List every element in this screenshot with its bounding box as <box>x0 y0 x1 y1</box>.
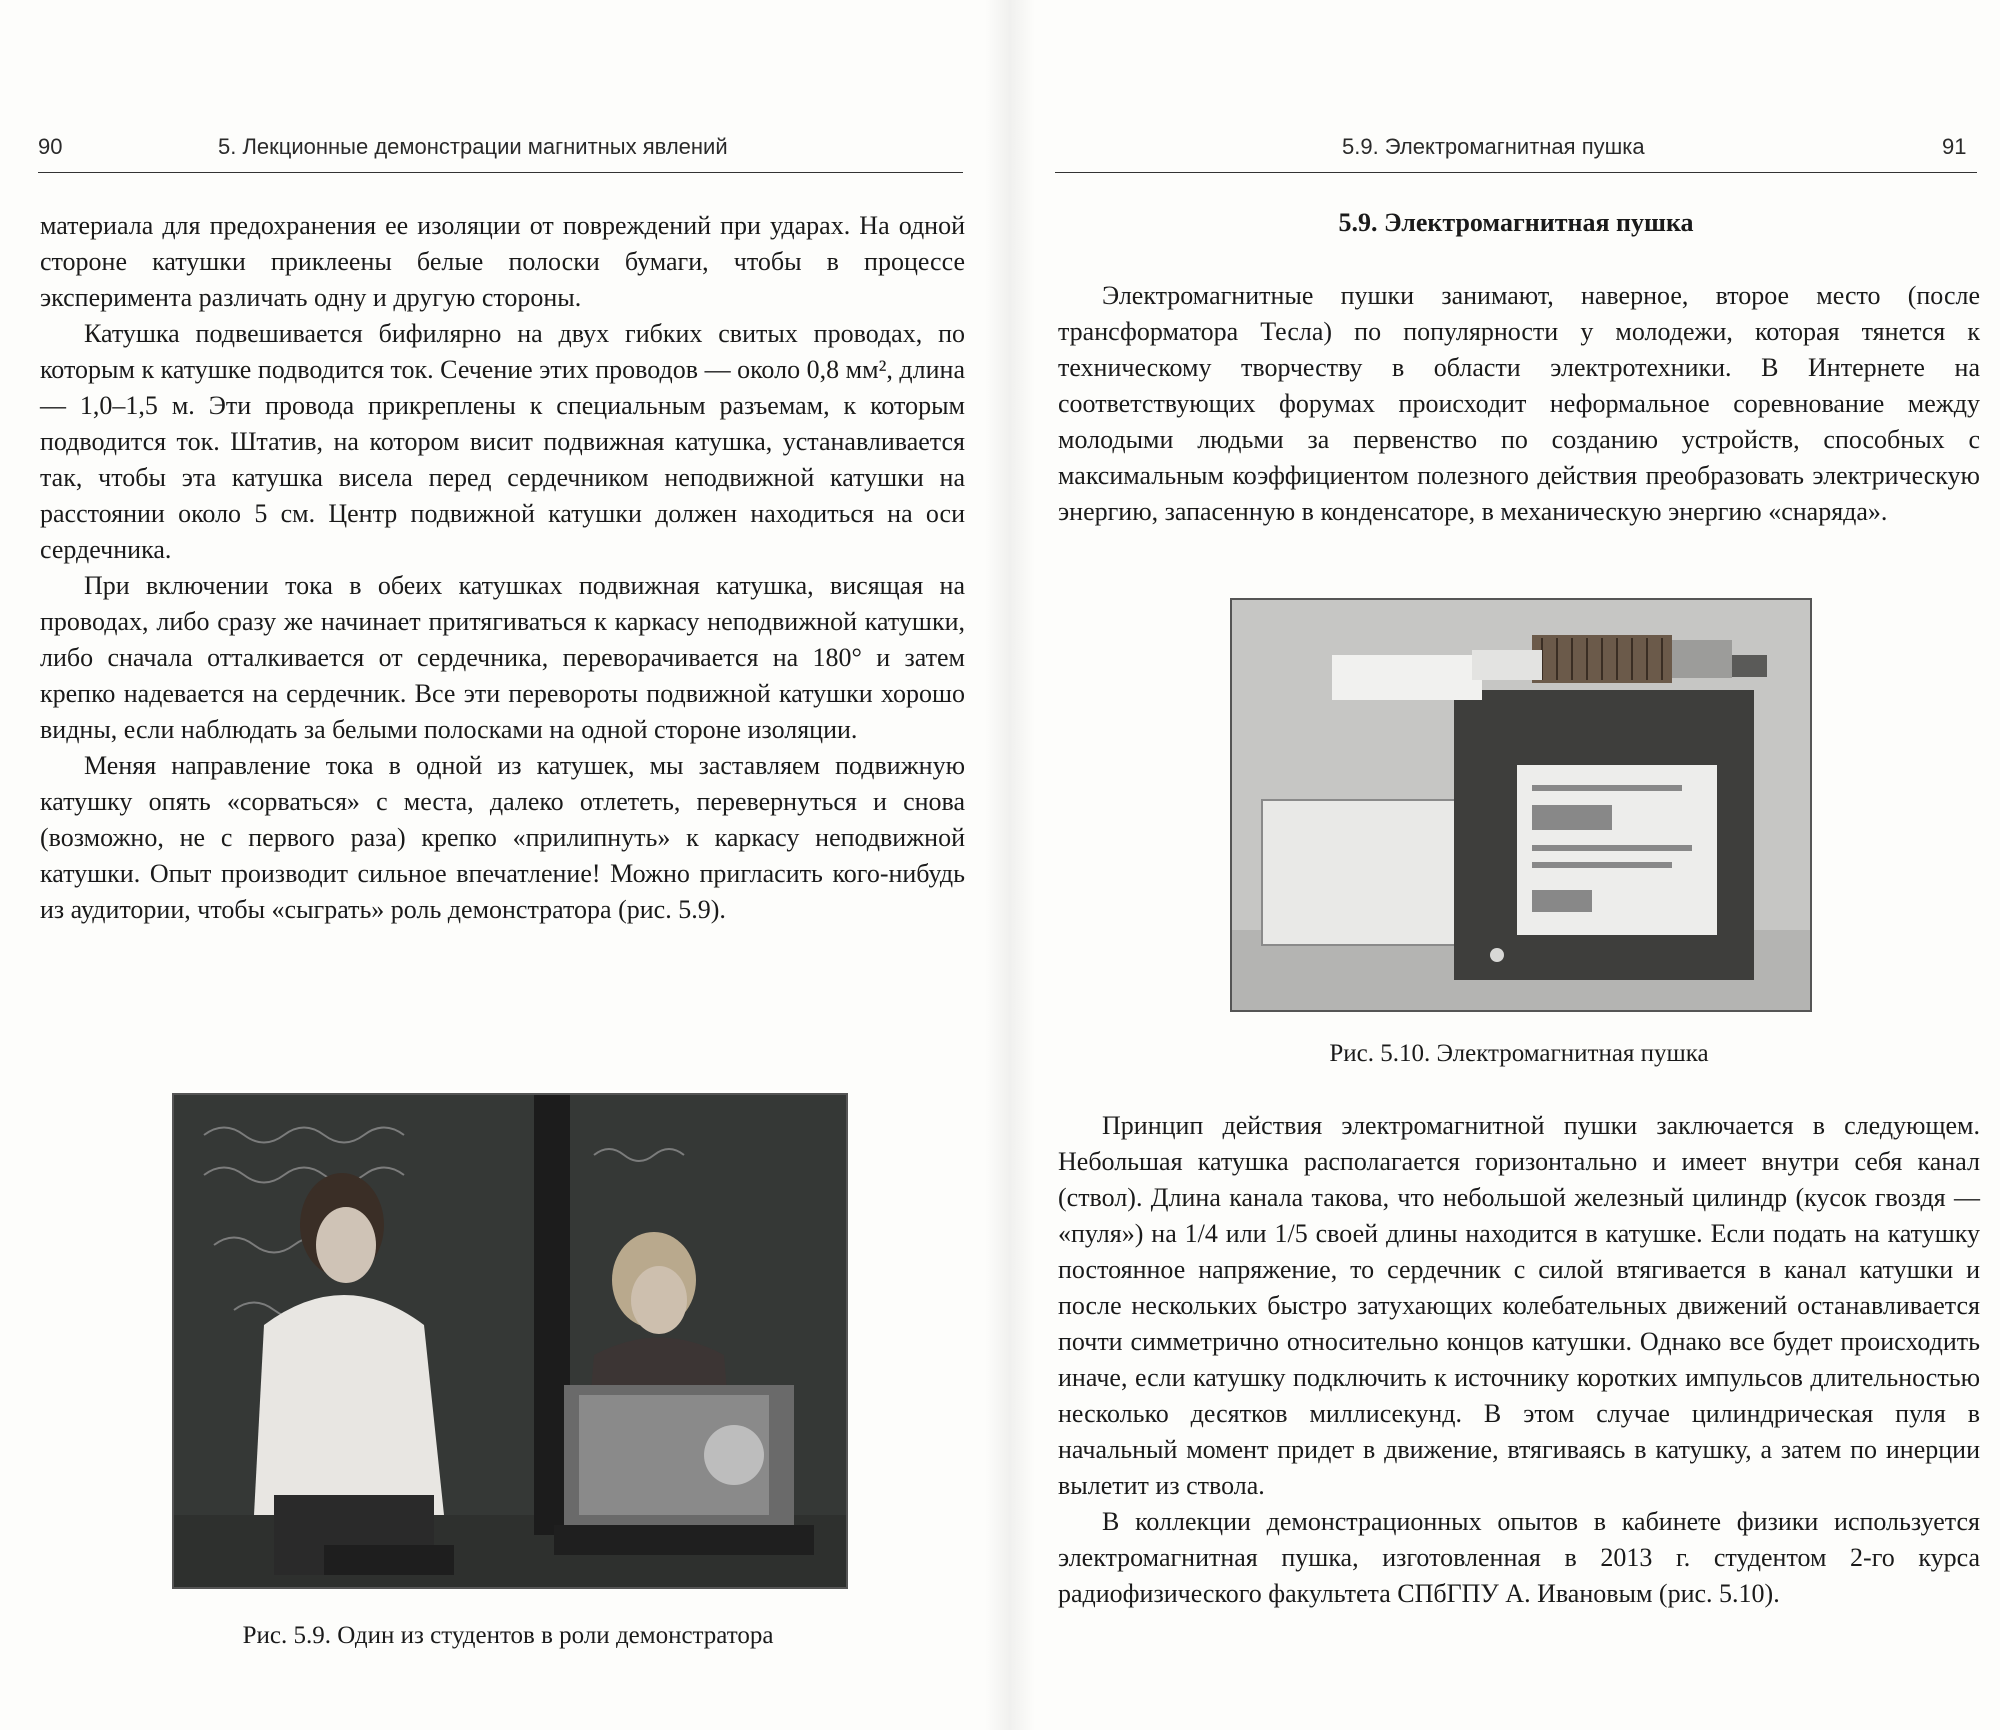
left-paragraph-2: Катушка подвешивается бифилярно на двух гибких свитых проводах, по которым к катушке подводится ток. Сечение этих проводов — около 0,8 мм², длина — 1,0–1,5 м. Эти провода прикреплены к специальным разъемам, к которым подводится ток. Штатив, на котором висит подвижная катушка, устанавливается так, чтобы эта катушка висела перед сердечником неподвижной катушки на расстоянии около 5 см. Центр подвижной катушки должен находиться на оси сердечника. <box>40 319 965 564</box>
right-paragraph-1: Электромагнитные пушки занимают, наверное, второе место (после трансформатора Тесла) по популярности у молодежи, которая тянется к техническому творчеству в области электротехники. В Интернете на соответствующих форумах происходит неформальное соревнование между молодыми людьми за первенство по созданию устройств, способных с максимальным коэффициентом полезного действия преобразовать электрическую энергию, запасенную в конденсаторе, в механическую энергию «снаряда». <box>1058 281 1980 526</box>
figure-5-10-caption: Рис. 5.10. Электромагнитная пушка <box>1329 1040 1709 1067</box>
right-paragraph-2: Принцип действия электромагнитной пушки заключается в следующем. Небольшая катушка располагается горизонтально и имеет внутри себя канал (ствол). Длина канала такова, что небольшой железный цилиндр (кусок гвоздя — «пуля») на 1/4 или 1/5 своей длины находится в катушке. Если подать на катушку постоянное напряжение, то сердечник с силой втягивается в канал катушки и после нескольких быстро затухающих колебательных движений останавливается почти симметрично относительно концов катушки. Однако все будет происходить иначе, если катушку подключить к источнику коротких импульсов длительностью несколько десятков миллисекунд. В этом случае цилиндрическая пуля в начальный момент придет в движение, втягиваясь в катушку, а затем по инерции вылетит из ствола. <box>1058 1111 1980 1500</box>
left-paragraph-1: материала для предохранения ее изоляции от повреждений при ударах. На одной стороне катушки приклеены белые полоски бумаги, чтобы в процессе эксперимента различать одну и другую стороны. <box>40 211 965 312</box>
section-title: 5.9. Электромагнитная пушка <box>1338 208 1694 237</box>
left-running-head <box>0 134 1010 174</box>
figure-5-9-photo <box>172 1093 848 1589</box>
left-running-title: 5. Лекционные демонстрации магнитных явлений <box>218 134 728 159</box>
electromagnetic-gun-illustration <box>1232 600 1810 1010</box>
demonstration-photo-illustration <box>174 1095 846 1587</box>
right-paragraph-3: В коллекции демонстрационных опытов в кабинете физики используется электромагнитная пушка, изготовленная в 2013 г. студентом 2-го курса радиофизического факультета СПбГПУ А. Ивановым (рис. 5.10). <box>1058 1507 1980 1608</box>
figure-5-9-caption: Рис. 5.9. Один из студентов в роли демонстратора <box>242 1622 774 1649</box>
left-page-number: 90 <box>38 134 63 159</box>
right-running-title: 5.9. Электромагнитная пушка <box>1342 134 1645 159</box>
right-running-head <box>1010 134 2000 174</box>
right-body-text-bottom <box>1058 1108 1980 1612</box>
right-header-rule <box>1055 172 1977 173</box>
left-header-rule <box>38 172 963 173</box>
right-page-number: 91 <box>1942 134 1967 159</box>
left-body-text <box>40 208 965 928</box>
left-paragraph-3: При включении тока в обеих катушках подвижная катушка, висящая на проводах, либо сразу же начинает притягиваться к каркасу неподвижной катушки, либо сначала отталкивается от сердечника, переворачивается на 180° и затем крепко надевается на сердечник. Все эти перевороты подвижной катушки хорошо видны, если наблюдать за белыми полосками на одной стороне изоляции. <box>40 571 965 744</box>
right-body-text-top <box>1058 278 1980 530</box>
left-paragraph-4: Меняя направление тока в одной из катушек, мы заставляем подвижную катушку опять «сорваться» с места, далеко отлететь, перевернуться и снова (возможно, не с первого раза) крепко «прилипнуть» к каркасу неподвижной катушки. Опыт производит сильное впечатление! Можно пригласить кого-нибудь из аудитории, чтобы «сыграть» роль демонстратора (рис. 5.9). <box>40 751 965 924</box>
right-page <box>1010 0 2000 1730</box>
figure-5-10-photo <box>1230 598 1812 1012</box>
